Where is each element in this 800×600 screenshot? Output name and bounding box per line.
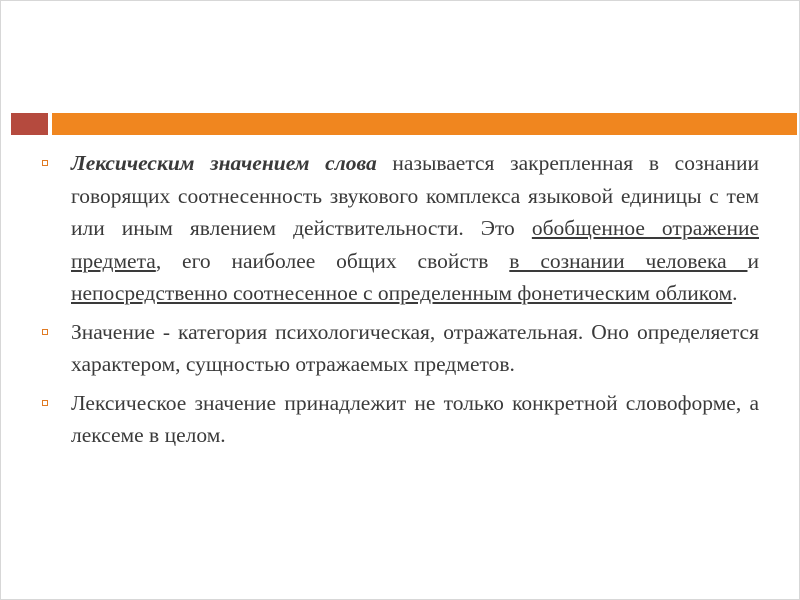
- bullet-item-definition: [39, 147, 759, 310]
- square-bullet-icon: [42, 160, 48, 166]
- header-accent-bar: [11, 113, 797, 135]
- bullet-item-lexeme: [39, 387, 759, 452]
- bullet-item-category: [39, 316, 759, 381]
- definition-text-2: , его наиболее общих свойств: [155, 248, 510, 273]
- square-bullet-icon: [42, 329, 48, 335]
- underlined-phrase-1: обобщенное отражение предмета: [71, 216, 759, 273]
- slide-content: [39, 147, 759, 458]
- definition-text-1: называется закрепленная в сознании говорящих соотнесенность звукового комплекса языковой единицы с тем или иным явлением действительности. Это: [71, 151, 760, 240]
- definition-text-4: .: [732, 281, 738, 305]
- bullet-text: Лексическое значение принадлежит не только конкретной словоформе, а лексеме в целом.: [71, 390, 759, 447]
- underlined-phrase-3: непосредственно соотнесенное с определенным фонетическим обликом: [71, 281, 733, 305]
- accent-square: [11, 113, 48, 135]
- bullet-text: Значение - категория психологическая, отражательная. Оно определяется характером, сущностью отражаемых предметов.: [71, 319, 759, 376]
- accent-line: [52, 113, 797, 135]
- square-bullet-icon: [42, 400, 48, 406]
- term-lexical-meaning: Лексическим значением слова: [71, 151, 377, 175]
- definition-text-3: и: [747, 248, 759, 273]
- underlined-phrase-2: в сознании человека: [509, 248, 748, 273]
